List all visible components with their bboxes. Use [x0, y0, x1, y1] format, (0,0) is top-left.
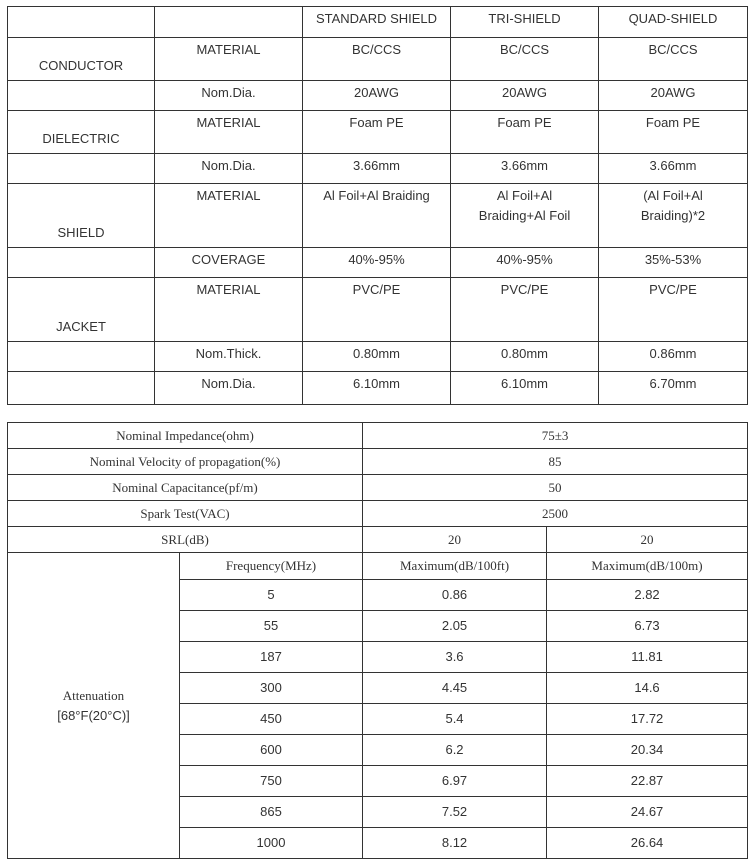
empty-cell [8, 248, 155, 278]
header-tri-shield: TRI-SHIELD [451, 7, 599, 38]
cell-value: 3.66mm [451, 154, 599, 184]
group-conductor: CONDUCTOR [8, 38, 155, 81]
attenuation-ft-cell: 2.05 [363, 611, 547, 642]
frequency-cell: 55 [180, 611, 363, 642]
row-label: Nom.Dia. [155, 154, 303, 184]
table-row [8, 372, 748, 405]
attenuation-m-cell: 14.6 [547, 673, 748, 704]
frequency-cell: 600 [180, 735, 363, 766]
cell-value: 40%-95% [303, 248, 451, 278]
srl-label: SRL(dB) [8, 527, 363, 553]
group-jacket: JACKET [8, 278, 155, 342]
table-row [8, 154, 748, 184]
row-label: Nom.Dia. [155, 372, 303, 405]
attenuation-m-cell: 17.72 [547, 704, 748, 735]
table-row [8, 278, 748, 342]
header-standard-shield: STANDARD SHIELD [303, 7, 451, 38]
max-per-100m-header: Maximum(dB/100m) [547, 553, 748, 580]
cell-value: 35%-53% [599, 248, 748, 278]
cell-value: 0.80mm [451, 342, 599, 372]
row-label: MATERIAL [155, 184, 303, 248]
cell-value: 0.80mm [303, 342, 451, 372]
srl-value: 20 [363, 527, 547, 553]
cell-value: Al Foil+Al Braiding+Al Foil [451, 184, 599, 248]
attenuation-m-cell: 26.64 [547, 828, 748, 859]
cell-value: BC/CCS [303, 38, 451, 81]
attenuation-ft-cell: 7.52 [363, 797, 547, 828]
table-row [8, 38, 748, 81]
table-row [8, 423, 748, 449]
cell-value: 6.10mm [303, 372, 451, 405]
attenuation-m-cell: 24.67 [547, 797, 748, 828]
empty-cell [8, 81, 155, 111]
row-label: Nom.Thick. [155, 342, 303, 372]
attenuation-label-line1: Attenuation [62, 687, 125, 703]
row-label: MATERIAL [155, 278, 303, 342]
table-row [8, 449, 748, 475]
frequency-cell: 1000 [180, 828, 363, 859]
cell-value: 6.10mm [451, 372, 599, 405]
cell-value: 3.66mm [303, 154, 451, 184]
attenuation-ft-cell: 0.86 [363, 580, 547, 611]
group-shield: SHIELD [8, 184, 155, 248]
attenuation-ft-cell: 6.2 [363, 735, 547, 766]
attenuation-ft-cell: 3.6 [363, 642, 547, 673]
row-label: MATERIAL [155, 38, 303, 81]
table-row [8, 248, 748, 278]
capacitance-value: 50 [363, 475, 748, 501]
attenuation-ft-cell: 5.4 [363, 704, 547, 735]
cell-value: (Al Foil+Al Braiding)*2 [599, 184, 748, 248]
table-row [8, 111, 748, 154]
spark-test-value: 2500 [363, 501, 748, 527]
group-dielectric: DIELECTRIC [8, 111, 155, 154]
capacitance-label: Nominal Capacitance(pf/m) [8, 475, 363, 501]
cable-spec-table [7, 6, 748, 405]
spark-test-label: Spark Test(VAC) [8, 501, 363, 527]
cell-value: 20AWG [451, 81, 599, 111]
cell-value: Foam PE [303, 111, 451, 154]
attenuation-label-line2: [68°F(20°C)] [57, 707, 130, 723]
table-row [8, 527, 748, 553]
cell-value: 20AWG [599, 81, 748, 111]
table-row [8, 81, 748, 111]
cell-value: Foam PE [451, 111, 599, 154]
attenuation-m-cell: 2.82 [547, 580, 748, 611]
cell-value: 6.70mm [599, 372, 748, 405]
header-quad-shield: QUAD-SHIELD [599, 7, 748, 38]
table-row [8, 184, 748, 248]
empty-cell [8, 372, 155, 405]
attenuation-m-cell: 20.34 [547, 735, 748, 766]
frequency-cell: 750 [180, 766, 363, 797]
attenuation-header-row [8, 553, 748, 580]
table-row [8, 475, 748, 501]
electrical-properties-table [7, 422, 748, 859]
velocity-label: Nominal Velocity of propagation(%) [8, 449, 363, 475]
attenuation-ft-cell: 6.97 [363, 766, 547, 797]
max-per-100ft-header: Maximum(dB/100ft) [363, 553, 547, 580]
cell-value: 20AWG [303, 81, 451, 111]
cell-value: 0.86mm [599, 342, 748, 372]
empty-cell [155, 7, 303, 38]
attenuation-label [8, 553, 180, 859]
attenuation-ft-cell: 8.12 [363, 828, 547, 859]
table-row [8, 342, 748, 372]
frequency-header: Frequency(MHz) [180, 553, 363, 580]
frequency-cell: 300 [180, 673, 363, 704]
empty-cell [8, 7, 155, 38]
cell-value: Foam PE [599, 111, 748, 154]
attenuation-m-cell: 6.73 [547, 611, 748, 642]
frequency-cell: 5 [180, 580, 363, 611]
attenuation-ft-cell: 4.45 [363, 673, 547, 704]
velocity-value: 85 [363, 449, 748, 475]
attenuation-m-cell: 22.87 [547, 766, 748, 797]
cell-value: Al Foil+Al Braiding [303, 184, 451, 248]
cell-value: 40%-95% [451, 248, 599, 278]
impedance-label: Nominal Impedance(ohm) [8, 423, 363, 449]
cell-value: PVC/PE [599, 278, 748, 342]
cell-value: BC/CCS [599, 38, 748, 81]
frequency-cell: 187 [180, 642, 363, 673]
empty-cell [8, 342, 155, 372]
cell-value: 3.66mm [599, 154, 748, 184]
srl-value: 20 [547, 527, 748, 553]
cell-value: PVC/PE [451, 278, 599, 342]
cell-value: BC/CCS [451, 38, 599, 81]
row-label: Nom.Dia. [155, 81, 303, 111]
spec-header-row [8, 7, 748, 38]
cell-value: PVC/PE [303, 278, 451, 342]
impedance-value: 75±3 [363, 423, 748, 449]
empty-cell [8, 154, 155, 184]
row-label: COVERAGE [155, 248, 303, 278]
row-label: MATERIAL [155, 111, 303, 154]
table-row [8, 501, 748, 527]
attenuation-m-cell: 11.81 [547, 642, 748, 673]
frequency-cell: 865 [180, 797, 363, 828]
frequency-cell: 450 [180, 704, 363, 735]
